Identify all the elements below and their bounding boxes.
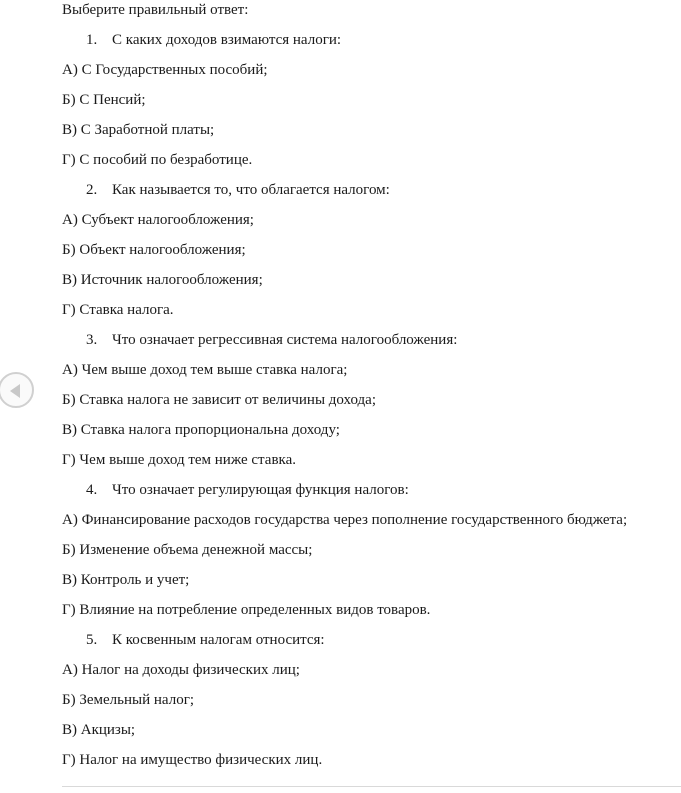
question-1 (86, 30, 341, 50)
question-2 (86, 180, 390, 200)
question-number: 1. (86, 32, 98, 48)
question-3 (86, 330, 457, 350)
answer-option: А) Финансирование расходов государства через пополнение государственного бюджета; (62, 512, 628, 528)
answer-option: В) Акцизы; (62, 722, 136, 738)
answer-option: Г) Ставка налога. (62, 302, 174, 318)
answer-option: Б) Объект налогообложения; (62, 242, 246, 258)
answer-option: А) Чем выше доход тем выше ставка налога; (62, 362, 348, 378)
question-text: К косвенным налогам относится: (112, 632, 325, 648)
answer-option: Г) С пособий по безработице. (62, 152, 253, 168)
instruction-text: Выберите правильный ответ: (62, 2, 249, 18)
answer-option: Б) Ставка налога не зависит от величины дохода; (62, 392, 377, 408)
answer-option: А) С Государственных пособий; (62, 62, 268, 78)
question-number: 3. (86, 332, 98, 348)
answer-option: А) Налог на доходы физических лиц; (62, 662, 300, 678)
question-5 (86, 630, 325, 650)
answer-option: А) Субъект налогообложения; (62, 212, 254, 228)
question-number: 2. (86, 182, 98, 198)
question-text: Как называется то, что облагается налогом: (112, 182, 390, 198)
answer-option: Г) Чем выше доход тем ниже ставка. (62, 452, 297, 468)
answer-option: Г) Влияние на потребление определенных видов товаров. (62, 602, 431, 618)
question-text: С каких доходов взимаются налоги: (112, 32, 342, 48)
question-number: 4. (86, 482, 98, 498)
answer-option: Г) Налог на имущество физических лиц. (62, 752, 323, 768)
question-text: Что означает регулирующая функция налогов: (112, 482, 409, 498)
question-4 (86, 480, 409, 500)
previous-page-arrow-icon[interactable] (0, 372, 34, 408)
answer-option: В) С Заработной платы; (62, 122, 215, 138)
answer-option: В) Контроль и учет; (62, 572, 190, 588)
answer-option: В) Ставка налога пропорциональна доходу; (62, 422, 340, 438)
answer-option: Б) Изменение объема денежной массы; (62, 542, 313, 558)
question-text: Что означает регрессивная система налогообложения: (112, 332, 458, 348)
answer-option: Б) С Пенсий; (62, 92, 146, 108)
page-divider (62, 786, 681, 787)
answer-option: Б) Земельный налог; (62, 692, 195, 708)
answer-option: В) Источник налогообложения; (62, 272, 263, 288)
question-number: 5. (86, 632, 98, 648)
